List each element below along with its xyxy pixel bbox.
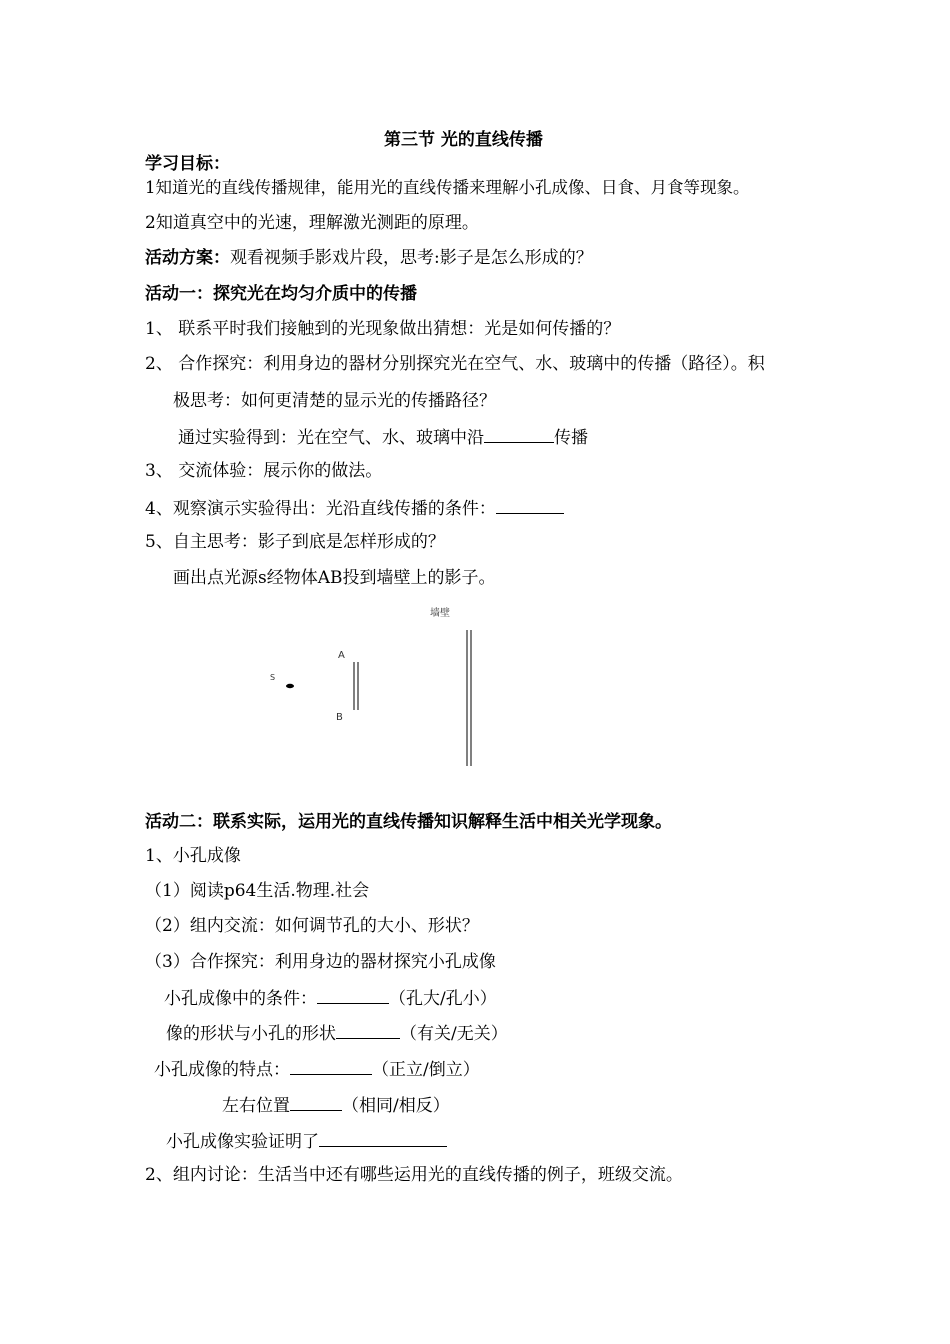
fill-blank-condition[interactable] [496, 495, 564, 514]
shape-prefix: 像的形状与小孔的形状 [166, 1024, 336, 1044]
object-bottom-label: B [336, 712, 343, 723]
goal-item-1: 1知道光的直线传播规律，能用光的直线传播来理解小孔成像、日食、月食等现象。 [145, 178, 750, 197]
activity1-question-2: 2、 合作探究：利用身边的器材分别探究光在空气、水、玻璃中的传播（路径）。积 [145, 354, 765, 374]
activity1-question-4 [145, 495, 564, 521]
condition-prefix: 小孔成像中的条件： [164, 989, 317, 1009]
fill-blank-proof[interactable] [319, 1128, 447, 1147]
fill-blank-left-right[interactable] [290, 1092, 342, 1111]
activity2-sub-3: （3）合作探究：利用身边的器材探究小孔成像 [145, 952, 496, 972]
feature-suffix: （正立/倒立） [372, 1060, 480, 1080]
pinhole-shape [166, 1020, 508, 1046]
activity-plan [145, 246, 593, 270]
plan-text: 观看视频手影戏片段，思考:影子是怎么形成的？ [230, 248, 593, 268]
fill-blank-hole-size[interactable] [317, 985, 389, 1004]
activity1-question-5-task: 画出点光源s经物体AB投到墙壁上的影子。 [173, 568, 496, 588]
activity1-question-3: 3、 交流体验：展示你的做法。 [145, 461, 383, 481]
result-prefix: 通过实验得到：光在空气、水、玻璃中沿 [178, 428, 484, 448]
source-label: S [270, 673, 276, 682]
feature-prefix: 小孔成像的特点： [154, 1060, 290, 1080]
activity2-sub-1: （1）阅读p64生活.物理.社会 [145, 881, 370, 901]
result-suffix: 传播 [554, 428, 588, 448]
condition-suffix: （孔大/孔小） [389, 989, 497, 1009]
point-light-source [286, 684, 294, 688]
pinhole-left-right [222, 1092, 450, 1118]
pinhole-condition [164, 985, 497, 1011]
fill-blank-path[interactable] [484, 424, 554, 443]
left-right-suffix: （相同/相反） [342, 1096, 450, 1116]
left-right-prefix: 左右位置 [222, 1096, 290, 1116]
activity1-question-2-result [178, 424, 588, 450]
activity1-heading: 活动一：探究光在均匀介质中的传播 [145, 284, 417, 304]
wall-label: 墙壁 [430, 608, 450, 619]
plan-label: 活动方案： [145, 248, 230, 268]
fill-blank-feature[interactable] [290, 1056, 372, 1075]
goal-item-2: 2知道真空中的光速，理解激光测距的原理。 [145, 213, 479, 233]
question-4-text: 4、观察演示实验得出：光沿直线传播的条件： [145, 499, 496, 519]
shape-suffix: （有关/无关） [400, 1024, 508, 1044]
activity1-question-1: 1、 联系平时我们接触到的光现象做出猜想：光是如何传播的？ [145, 319, 621, 339]
activity2-item-1: 1、小孔成像 [145, 846, 241, 866]
object-top-label: A [338, 650, 345, 661]
activity2-heading: 活动二：联系实际，运用光的直线传播知识解释生活中相关光学现象。 [145, 812, 672, 832]
diagram-drawing [250, 598, 510, 776]
shadow-diagram [250, 598, 510, 776]
fill-blank-shape[interactable] [336, 1020, 400, 1039]
activity1-question-2-cont: 极思考：如何更清楚的显示光的传播路径？ [173, 391, 496, 411]
pinhole-feature [154, 1056, 480, 1082]
activity2-item-2: 2、组内讨论：生活当中还有哪些运用光的直线传播的例子，班级交流。 [145, 1165, 683, 1185]
pinhole-proof [166, 1128, 447, 1154]
page-title: 第三节 光的直线传播 [384, 130, 543, 150]
activity2-sub-2: （2）组内交流：如何调节孔的大小、形状？ [145, 916, 479, 936]
proof-prefix: 小孔成像实验证明了 [166, 1132, 319, 1152]
goals-heading: 学习目标： [145, 154, 230, 174]
activity1-question-5: 5、自主思考：影子到底是怎样形成的？ [145, 532, 445, 552]
